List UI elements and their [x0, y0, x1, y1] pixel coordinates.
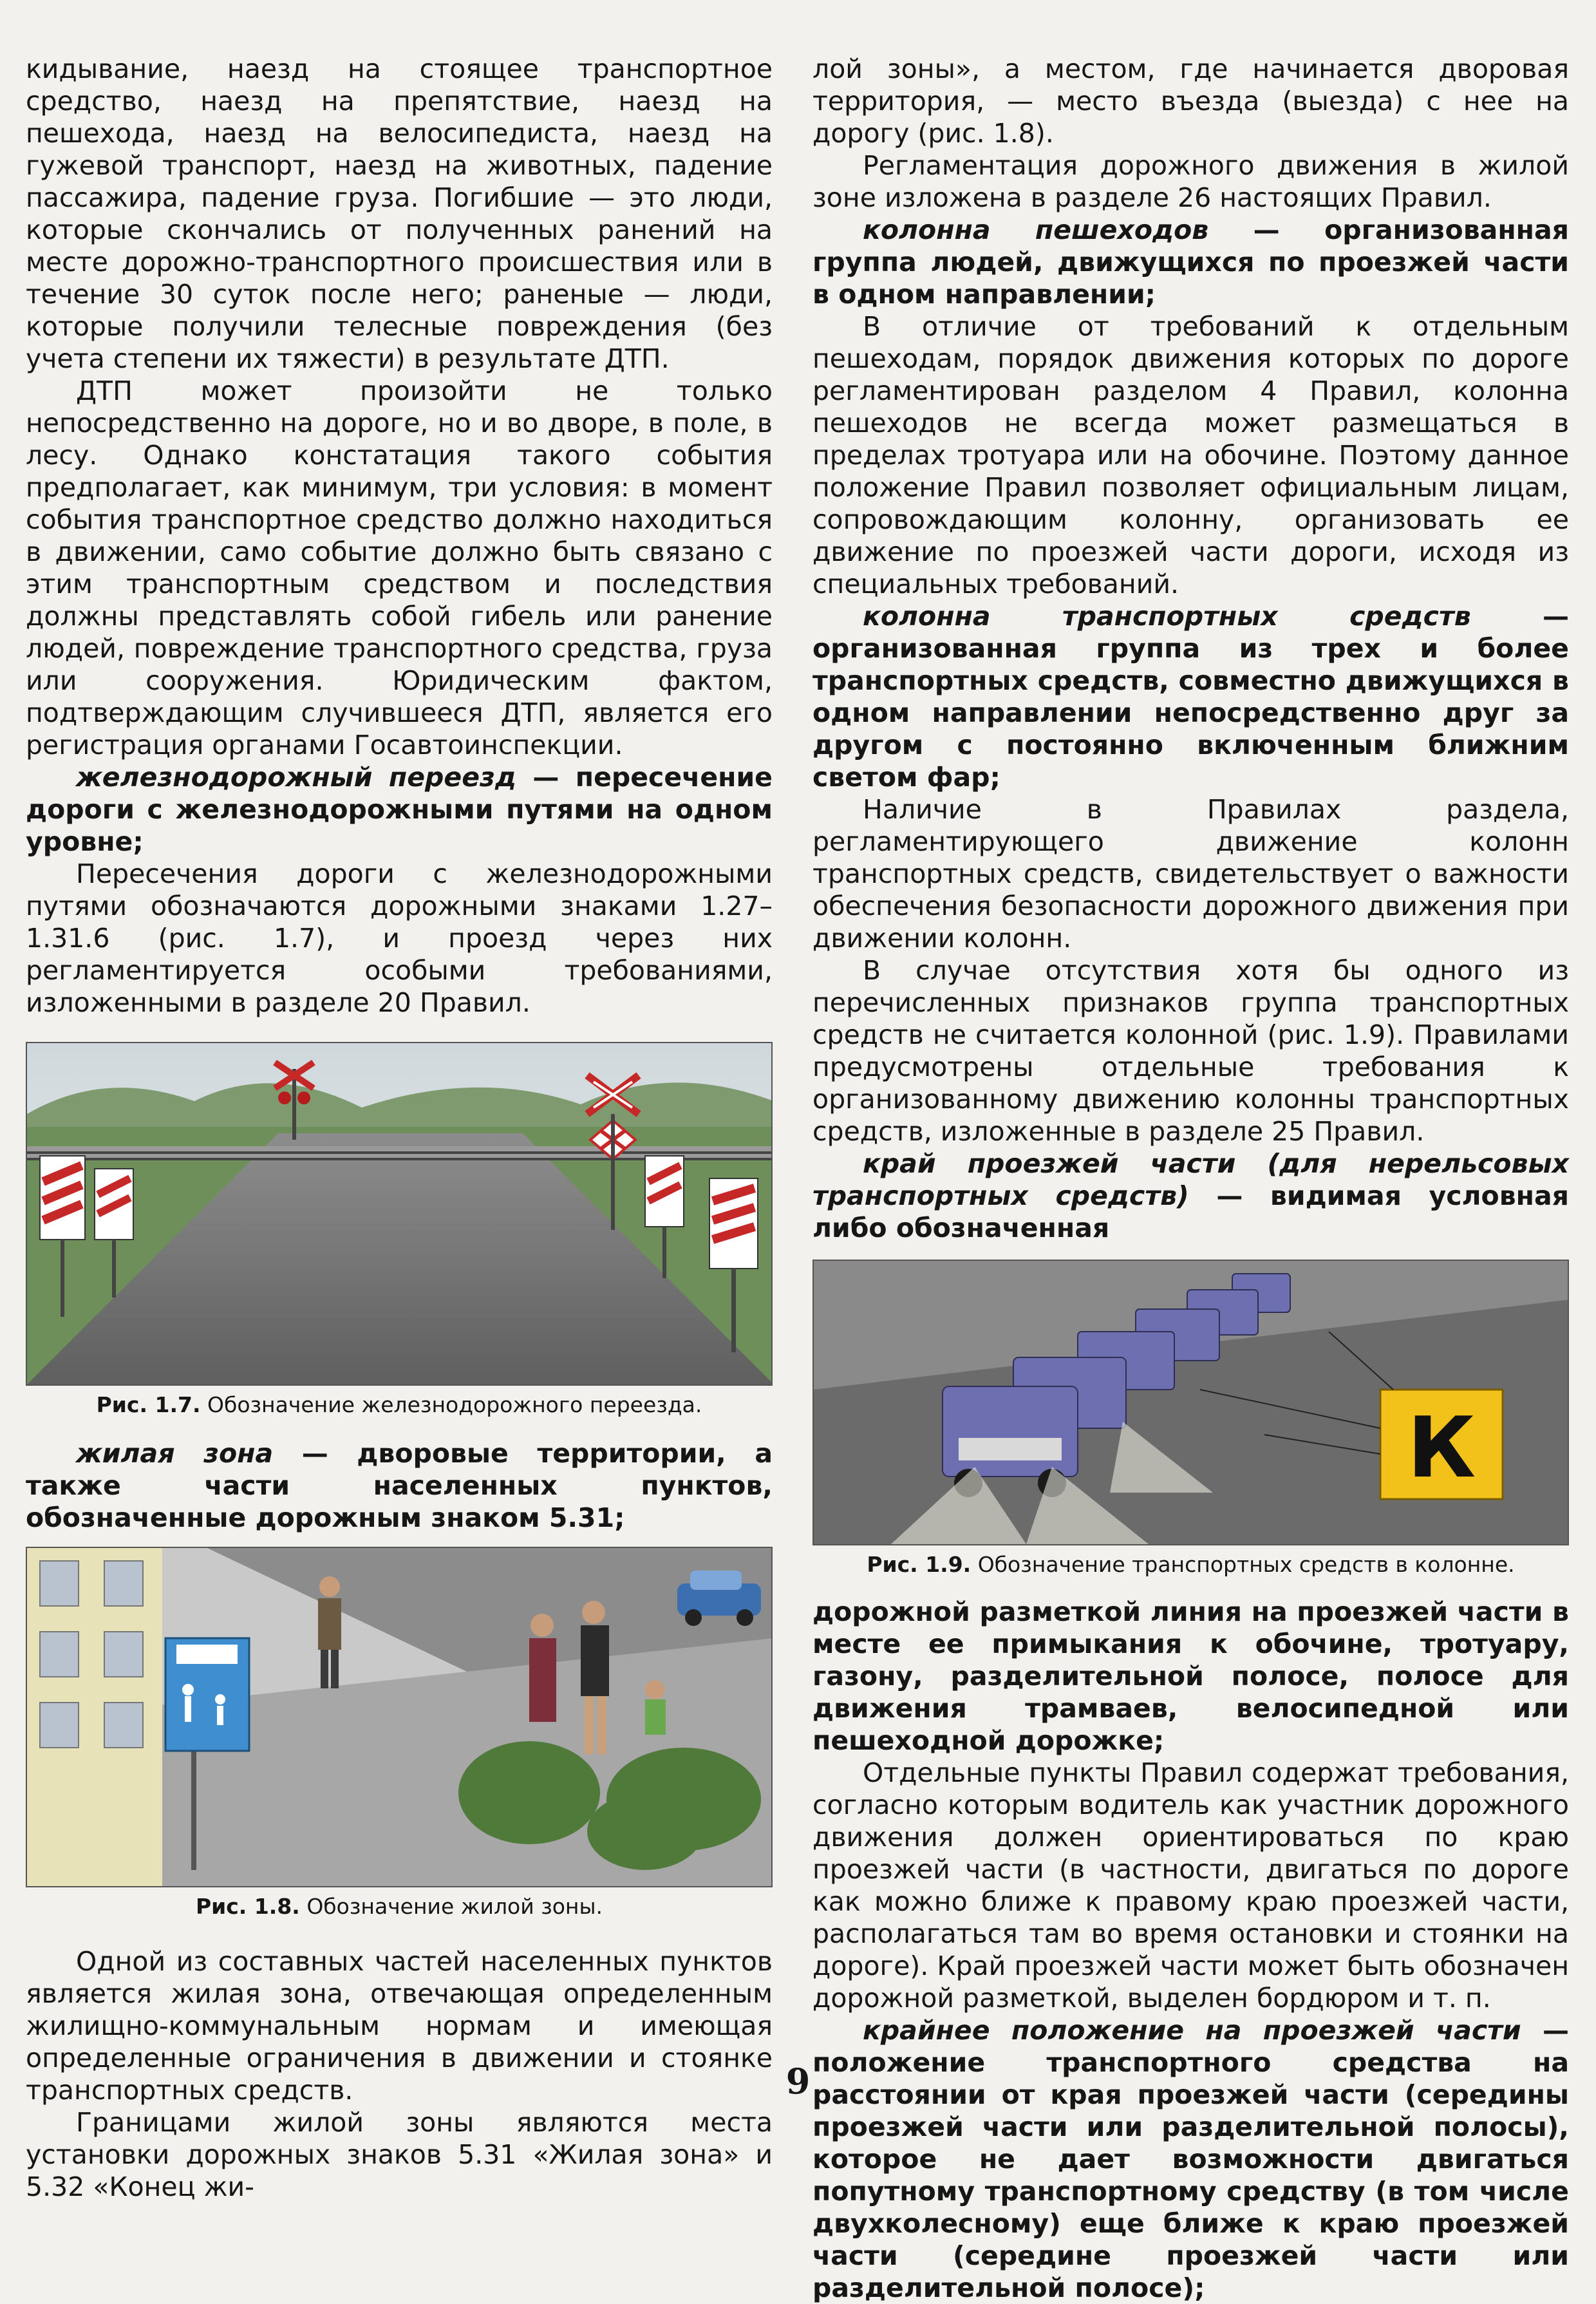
figure-caption-text: Обозначение транспортных средств в колонне.	[971, 1552, 1515, 1577]
definition-term: крайнее положение на проезжей части	[863, 2015, 1521, 2046]
figure-railway-crossing	[26, 1042, 773, 1386]
column-sign-letter: К	[1407, 1399, 1476, 1497]
figure-caption-text: Обозначение жилой зоны.	[299, 1894, 603, 1919]
railway-crossing-illustration	[27, 1043, 773, 1384]
paragraph: Одной из составных частей населенных пунктов является жилая зона, отвечающая определенным жилищно-коммунальным нормам и имеющая определенные ограничения в движении и стоянке транспортных средств.	[26, 1946, 773, 2106]
definition-text: — положение транспортного средства на расстоянии от края проезжей части (середины проезжей части или разделительной полосы), которое не дает возможности двигаться попутному транспортному средству (в том числе двухколесному) еще ближе к краю проезжей части (середине проезжей части или разделительной полосе);	[812, 2015, 1569, 2303]
figure-residential-zone	[26, 1547, 773, 1887]
figure-label: Рис. 1.7.	[96, 1392, 201, 1417]
definition-text: — видимая условная либо обозначенная	[812, 1180, 1569, 1243]
paragraph: кидывание, наезд на стоящее транспортное средство, наезд на препятствие, наезд на пешехода, наезд на велосипедиста, наезд на гужевой транспорт, наезд на животных, падение пассажира, падение груза. Погибшие — это люди, которые скончались от полученных ранений на месте дорожно-транспортного происшествия или в течение 30 суток после него; раненые — люди, которые получили телесные повреждения (без учета степени их тяжести) в результате ДТП.	[26, 53, 773, 374]
definition	[812, 2014, 1569, 2304]
paragraph: Отдельные пункты Правил содержат требования, согласно которым водитель как участник дорожного движения должен ориентироваться по краю проезжей части (в частности, двигаться по дороге как можно ближе к правому краю проезжей части, располагаться там во время остановки и стоянки на дороге). Край проезжей части может быть обозначен дорожной разметкой, выделен бордюром и т. п.	[812, 1757, 1569, 2014]
paragraph: ДТП может произойти не только непосредственно на дороге, но и во дворе, в поле, в лесу. Однако констатация такого события предполагает, как минимум, три условия: в момент события транспортное средство должно находиться в движении, само событие должно быть связано с этим транспортным средством и последствия должны представлять собой гибель или ранение людей, повреждение транспортного средства, груза или сооружения. Юридическим фактом, подтверждающим случившееся ДТП, является его регистрация органами Госавтоинспекции.	[26, 375, 773, 760]
figure-caption	[812, 1552, 1569, 1578]
definition	[812, 600, 1569, 793]
definition-text: — дворовые территории, а также части населенных пунктов, обозначенные дорожным знаком 5.31;	[26, 1438, 773, 1533]
definition	[26, 1437, 773, 1534]
definition	[812, 214, 1569, 310]
definition-term: колонна транспортных средств	[863, 601, 1471, 632]
paragraph: Регламентация дорожного движения в жилой зоне изложена в разделе 26 настоящих Правил.	[812, 150, 1569, 213]
figure-label: Рис. 1.8.	[195, 1894, 300, 1919]
definition-term: железнодорожный переезд	[76, 762, 516, 793]
figure-caption-text: Обозначение железнодорожного переезда.	[200, 1392, 702, 1417]
definition-text: дорожной разметкой линия на проезжей части в месте ее примыкания к обочине, тротуару, газону, разделительной полосе, полосе для движения трамваев, велосипедной или пешеходной дорожке;	[812, 1596, 1569, 1756]
definition	[812, 1147, 1569, 1244]
figure-caption	[26, 1894, 773, 1920]
left-column	[26, 53, 773, 2203]
definition-text: — организованная группа из трех и более транспортных средств, совместно движущихся в одном направлении непосредственно друг за другом с постоянно включенным ближним светом фар;	[812, 601, 1569, 793]
paragraph: В случае отсутствия хотя бы одного из перечисленных признаков группа транспортных средств не считается колонной (рис. 1.9). Правилами предусмотрены отдельные требования к организованному движению колонны транспортных средств, изложенные в разделе 25 Правил.	[812, 955, 1569, 1147]
paragraph: лой зоны», а местом, где начинается дворовая территория, — место въезда (выезда) с нее на дорогу (рис. 1.8).	[812, 53, 1569, 149]
paragraph: В отличие от требований к отдельным пешеходам, порядок движения которых по дороге регламентирован разделом 4 Правил, колонна пешеходов не всегда может размещаться в пределах тротуара или на обочине. Поэтому данное положение Правил позволяет официальным лицам, сопровождающим колонну, организовать ее движение по проезжей части дороги, исходя из специальных требований.	[812, 311, 1569, 600]
figure-vehicle-column	[812, 1260, 1569, 1545]
figure-label: Рис. 1.9.	[867, 1552, 972, 1577]
residential-zone-illustration	[27, 1548, 773, 1886]
vehicle-column-illustration	[814, 1261, 1569, 1544]
right-column	[812, 53, 1569, 2304]
definition-term: колонна пешеходов	[863, 214, 1209, 245]
definition-text: — организованная группа людей, движущихся по проезжей части в одном направлении;	[812, 214, 1569, 310]
paragraph: Границами жилой зоны являются места установки дорожных знаков 5.31 «Жилая зона» и 5.32 «Конец жи-	[26, 2107, 773, 2202]
paragraph: Пересечения дороги с железнодорожными путями обозначаются дорожными знаками 1.27–1.31.6 (рис. 1.7), и проезд через них регламентируется особыми требованиями, изложенными в разделе 20 Правил.	[26, 858, 773, 1018]
definition	[26, 761, 773, 858]
definition-text: — пересечение дороги с железнодорожными путями на одном уровне;	[26, 762, 773, 857]
page-number: 9	[785, 2061, 811, 2102]
definition-continuation	[812, 1596, 1569, 1757]
definition-term: жилая зона	[76, 1438, 274, 1469]
definition-term: край проезжей части (для нерельсовых транспортных средств)	[812, 1148, 1569, 1211]
figure-caption	[26, 1392, 773, 1418]
paragraph: Наличие в Правилах раздела, регламентирующего движение колонн транспортных средств, свидетельствует о важности обеспечения безопасности дорожного движения при движении колонн.	[812, 794, 1569, 954]
